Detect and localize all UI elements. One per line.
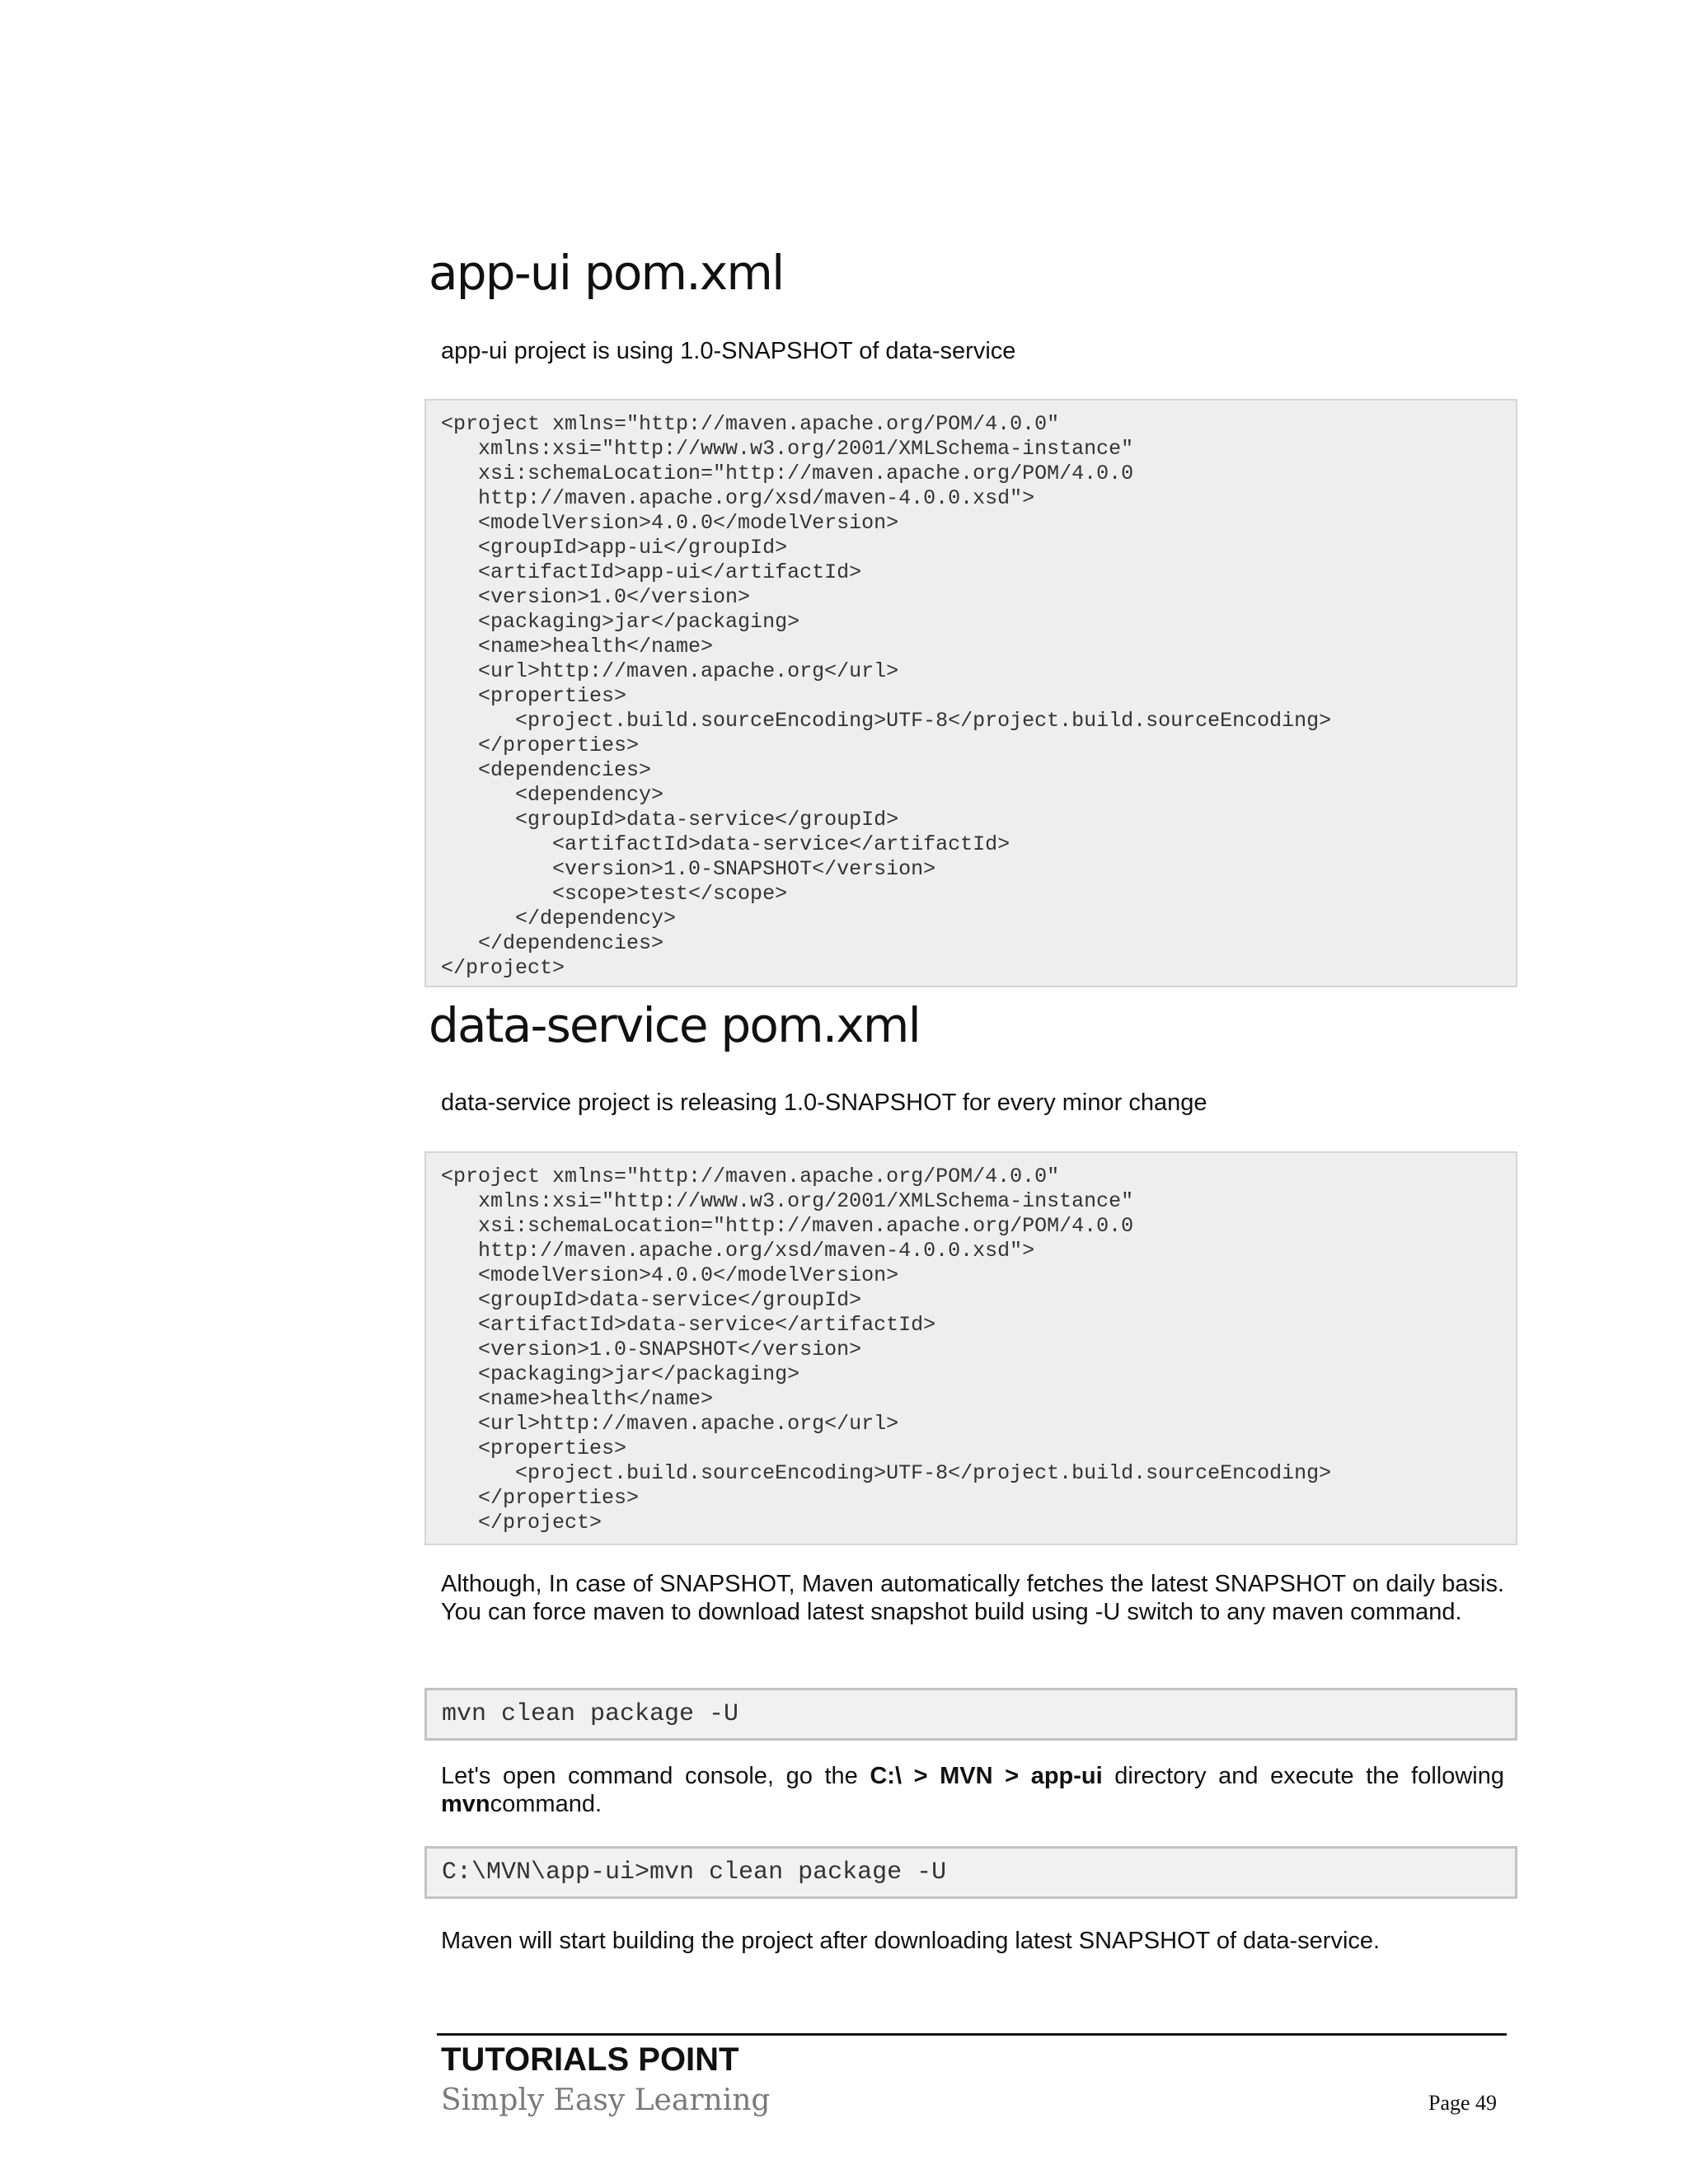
console-note-part1: Let's open command console, go the <box>441 1763 870 1789</box>
console-note-paragraph <box>441 1762 1504 1818</box>
footer-divider <box>437 2033 1507 2036</box>
app-ui-console-command: C:\MVN\app-ui>mvn clean package -U <box>424 1846 1517 1899</box>
page-number: Page 49 <box>1428 2091 1498 2115</box>
console-note-part2: directory and execute the following <box>1102 1763 1504 1789</box>
snapshot-note-paragraph: Although, In case of SNAPSHOT, Maven automatically fetches the latest SNAPSHOT on daily basis. You can force maven to download latest snapshot build using -U switch to any maven command. <box>441 1571 1504 1625</box>
section-heading-app-ui: app-ui pom.xml <box>429 245 784 301</box>
data-service-intro-text: data-service project is releasing 1.0-SNAPSHOT for every minor change <box>441 1090 1207 1116</box>
mvn-update-command: mvn clean package -U <box>424 1688 1517 1741</box>
console-note-part3: command. <box>490 1791 603 1817</box>
app-ui-pom-code-block: <project xmlns="http://maven.apache.org/POM/4.0.0" xmlns:xsi="http://www.w3.org/2001/XMLSchema-instance" xsi:schemaLocation="http://maven.apache.org/POM/4.0.0 http://maven.apache.org/xsd/maven-4.0.0.xsd"> <modelVersion>4.0.0</modelVersion> <groupId>app-ui</groupId> <artifactId>app-ui</artifactId> <version>1.0</version> <packaging>jar</packaging> <name>health</name> <url>http://maven.apache.org</url> <properties> <project.build.sourceEncoding>UTF-8</project.build.sourceEncoding> </properties> <dependencies> <dependency> <groupId>data-service</groupId> <artifactId>data-service</artifactId> <version>1.0-SNAPSHOT</version> <scope>test</scope> </dependency> </dependencies> </project> <box>424 399 1517 987</box>
closing-note-paragraph: Maven will start building the project after downloading latest SNAPSHOT of data-service. <box>441 1928 1381 1954</box>
app-ui-intro-text: app-ui project is using 1.0-SNAPSHOT of data-service <box>441 338 1016 364</box>
console-cmd-word: mvn <box>441 1791 490 1817</box>
section-heading-data-service: data-service pom.xml <box>429 997 920 1053</box>
footer-tagline: Simply Easy Learning <box>441 2083 771 2117</box>
data-service-pom-code-block: <project xmlns="http://maven.apache.org/POM/4.0.0" xmlns:xsi="http://www.w3.org/2001/XMLSchema-instance" xsi:schemaLocation="http://maven.apache.org/POM/4.0.0 http://maven.apache.org/xsd/maven-4.0.0.xsd"> <modelVersion>4.0.0</modelVersion> <groupId>data-service</groupId> <artifactId>data-service</artifactId> <version>1.0-SNAPSHOT</version> <packaging>jar</packaging> <name>health</name> <url>http://maven.apache.org</url> <properties> <project.build.sourceEncoding>UTF-8</project.build.sourceEncoding> </properties> </project> <box>424 1151 1517 1545</box>
footer-brand: TUTORIALS POINT <box>441 2041 739 2078</box>
console-path: C:\ > MVN > app-ui <box>870 1763 1103 1789</box>
